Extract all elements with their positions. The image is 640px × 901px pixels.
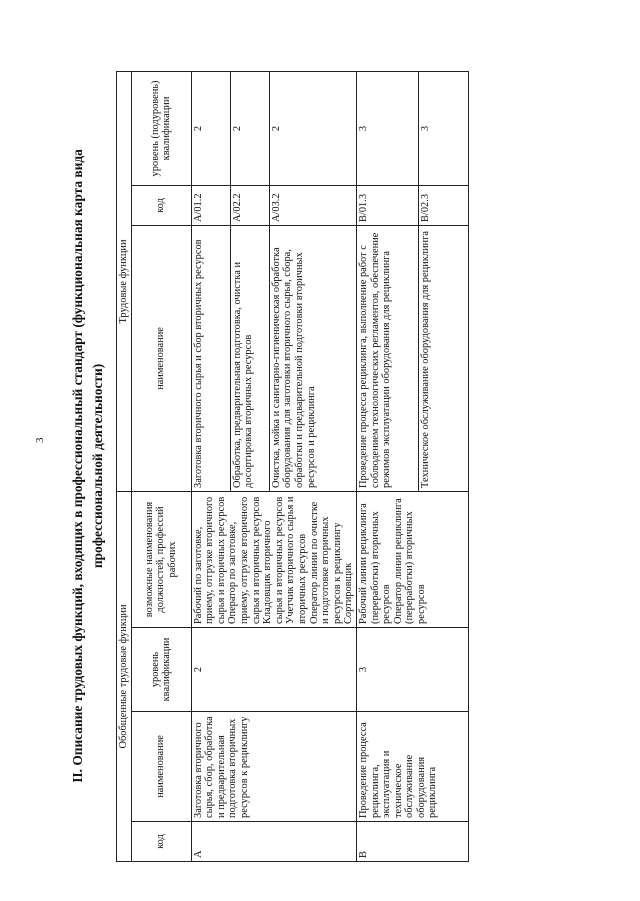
header-level: уровень квалификации (131, 628, 191, 712)
function-name-cell: Проведение процесса рециклинга, выполнение работ с соблюдением технологических регламентов, обеспечение режимов эксплуатации оборудования для рециклинга (356, 225, 418, 491)
function-code-cell: A/02.2 (230, 185, 269, 225)
function-level-cell: 3 (356, 71, 418, 185)
header-name: наименование (131, 712, 191, 822)
group-positions-cell (356, 491, 468, 627)
header-sublevel: уровень (подуровень) квалификации (131, 71, 191, 185)
heading-line-2: профессиональной деятельности) (90, 363, 105, 569)
function-level-cell: 2 (269, 71, 356, 185)
position-item: Оператор по заготовке, приему, отгрузке вторичного сырья и вторичных ресурсов (227, 496, 262, 624)
page-number: 3 (34, 437, 46, 443)
functional-map-table (116, 71, 469, 862)
group-code-cell: B (356, 822, 468, 862)
header-row-top (117, 71, 132, 861)
section-heading (68, 70, 108, 862)
position-item: Учетчик вторичного сырья и вторичных ресурсов (285, 496, 308, 624)
header-labor-functions: Трудовые функции (117, 71, 132, 491)
table-row (191, 71, 230, 861)
header-labor-name: наименование (131, 225, 191, 491)
position-item: Оператор линии по очистке и подготовке вторичных ресурсов к рециклингу (308, 501, 343, 624)
function-code-cell: A/01.2 (191, 185, 230, 225)
position-item: Рабочий по заготовке, приему, отгрузке вторичного сырья и вторичных ресурсов (192, 496, 227, 624)
header-labor-code: код (131, 185, 191, 225)
function-name-cell: Заготовка вторичного сырья и сбор вторичных ресурсов (191, 225, 230, 491)
header-row-sub (131, 71, 191, 861)
position-item: Рабочий линии рециклинга (переработки) вторичных ресурсов (357, 503, 393, 624)
function-code-cell: A/03.2 (269, 185, 356, 225)
function-level-cell: 2 (230, 71, 269, 185)
header-code: код (131, 822, 191, 862)
header-positions: возможные наименования должностей, профессий рабочих (131, 491, 191, 627)
group-code-cell: A (191, 822, 356, 862)
function-name-cell: Обработка, предварительная подготовка, очистка и досортировка вторичных ресурсов (230, 225, 269, 491)
group-name-cell: Проведение процесса рециклинга, эксплуатация и техническое обслуживание оборудования рециклинга (356, 712, 468, 822)
position-item: Оператор линии рециклинга (переработки) вторичных ресурсов (392, 498, 427, 624)
group-level-cell: 2 (191, 628, 356, 712)
header-generalized-functions: Обобщенные трудовые функции (117, 491, 132, 861)
function-level-cell: 3 (418, 71, 468, 185)
function-name-cell: Очистка, мойка и санитарно-гигиеническая обработка оборудования для заготовки вторичного сырья, сбора, обработки и предварительной подготовки вторичных ресурсов и рециклинга (269, 225, 356, 491)
group-positions-cell (191, 491, 356, 627)
function-code-cell: B/01.3 (356, 185, 418, 225)
function-code-cell: B/02.3 (418, 185, 468, 225)
group-level-cell: 3 (356, 628, 468, 712)
function-level-cell: 2 (191, 71, 230, 185)
position-item: Сортировщик (343, 562, 355, 624)
position-item: Кладовщик вторичного сырья и вторичных ресурсов (262, 496, 285, 624)
table-row (356, 71, 418, 861)
rotated-content (68, 70, 598, 862)
function-name-cell: Техническое обслуживание оборудования для рециклинга (418, 225, 468, 491)
heading-line-1: II. Описание трудовых функций, входящих в профессиональный стандарт (функциональная карта вида (70, 149, 85, 783)
group-name-cell: Заготовка вторичного сырья, сбор, обработка и предварительная подготовка вторичных ресурсов к рециклингу (191, 712, 356, 822)
